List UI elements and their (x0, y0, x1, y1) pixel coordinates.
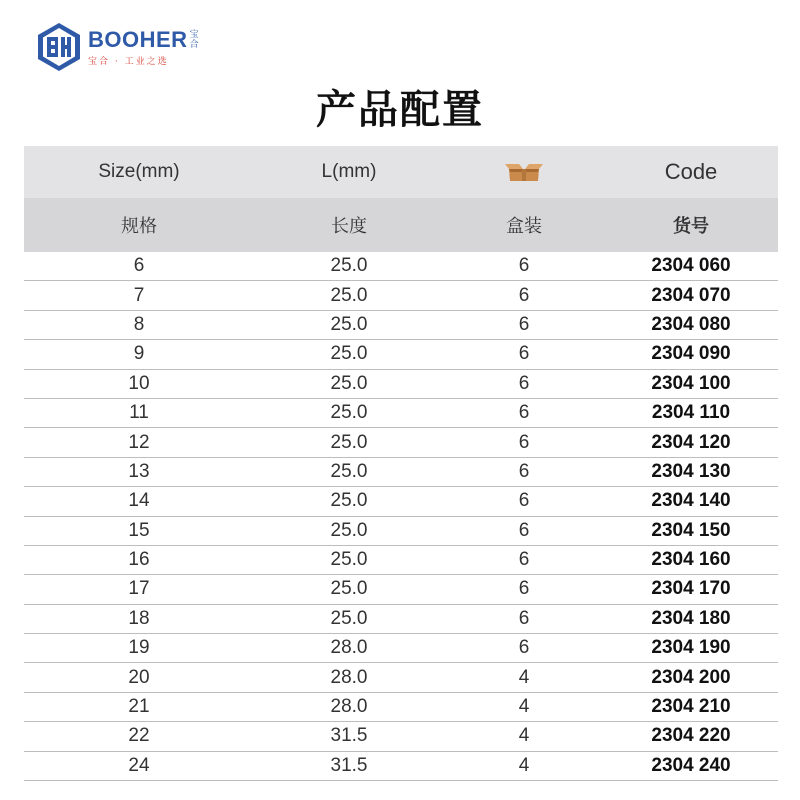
table-body (24, 252, 778, 781)
row-code: 2304 080 (651, 313, 731, 335)
row-code: 2304 150 (651, 519, 731, 541)
row-size: 15 (128, 519, 150, 541)
row-code: 2304 070 (651, 284, 731, 306)
row-box-qty: 6 (518, 431, 530, 453)
hexagon-bh-icon (36, 22, 82, 72)
table-row (24, 605, 778, 634)
row-length: 25.0 (330, 313, 368, 335)
brand-name-cn: 宝合 (189, 30, 199, 50)
row-box-qty: 6 (518, 313, 530, 335)
row-box-qty: 4 (518, 754, 530, 776)
brand-name: BOOHER (88, 27, 188, 52)
page-title: 产品配置 (316, 87, 484, 133)
row-length: 25.0 (330, 519, 368, 541)
brand-logo (36, 22, 200, 72)
row-length: 25.0 (330, 460, 368, 482)
table-row (24, 428, 778, 457)
spec-table (24, 146, 778, 781)
row-length: 31.5 (330, 754, 368, 776)
row-code: 2304 060 (651, 255, 731, 277)
table-row (24, 487, 778, 516)
table-row (24, 517, 778, 546)
table-row (24, 575, 778, 604)
row-size: 7 (133, 284, 145, 306)
row-size: 16 (128, 549, 150, 571)
row-box-qty: 6 (518, 549, 530, 571)
header-code-en: Code (664, 159, 718, 184)
header-size-en: Size(mm) (98, 161, 180, 182)
row-code: 2304 200 (651, 666, 731, 688)
row-code: 2304 170 (651, 578, 731, 600)
table-row (24, 458, 778, 487)
table-row (24, 370, 778, 399)
row-length: 28.0 (330, 637, 368, 659)
row-code: 2304 190 (651, 637, 731, 659)
header-length-cn: 长度 (331, 216, 367, 237)
row-box-qty: 6 (518, 402, 530, 424)
row-length: 25.0 (330, 431, 368, 453)
row-code: 2304 110 (651, 402, 731, 424)
row-box-qty: 6 (518, 607, 530, 629)
row-code: 2304 220 (651, 725, 731, 747)
row-size: 11 (129, 402, 149, 424)
row-code: 2304 240 (651, 754, 731, 776)
row-box-qty: 6 (518, 519, 530, 541)
row-size: 22 (128, 725, 150, 747)
row-length: 25.0 (330, 284, 368, 306)
row-length: 25.0 (330, 343, 368, 365)
row-length: 28.0 (330, 696, 368, 718)
header-box-en (444, 161, 604, 183)
table-row (24, 281, 778, 310)
row-code: 2304 210 (651, 696, 731, 718)
table-row (24, 693, 778, 722)
table-row (24, 399, 778, 428)
table-row (24, 311, 778, 340)
row-length: 28.0 (330, 666, 368, 688)
row-box-qty: 6 (518, 284, 530, 306)
row-box-qty: 6 (518, 343, 530, 365)
row-size: 12 (128, 431, 150, 453)
row-size: 21 (128, 696, 150, 718)
row-code: 2304 180 (651, 607, 731, 629)
table-row (24, 722, 778, 751)
row-code: 2304 130 (651, 460, 731, 482)
table-row (24, 546, 778, 575)
header-row-cn (24, 198, 778, 252)
header-length-en: L(mm) (321, 161, 377, 182)
row-size: 6 (133, 255, 145, 277)
row-length: 25.0 (330, 549, 368, 571)
table-row (24, 340, 778, 369)
row-size: 9 (133, 343, 145, 365)
row-size: 18 (128, 607, 150, 629)
row-length: 25.0 (330, 402, 368, 424)
header-row-en (24, 146, 778, 198)
header-size-cn: 规格 (121, 216, 157, 237)
row-box-qty: 6 (518, 460, 530, 482)
table-row (24, 752, 778, 781)
table-row (24, 252, 778, 281)
row-length: 25.0 (330, 372, 368, 394)
header-box-cn: 盒装 (506, 216, 542, 237)
row-size: 8 (133, 313, 145, 335)
row-box-qty: 6 (518, 372, 530, 394)
row-box-qty: 6 (518, 255, 530, 277)
row-box-qty: 6 (518, 490, 530, 512)
cardboard-box-icon (505, 161, 543, 183)
row-code: 2304 160 (651, 549, 731, 571)
row-box-qty: 4 (518, 696, 530, 718)
row-box-qty: 6 (518, 637, 530, 659)
row-size: 17 (128, 578, 150, 600)
row-size: 20 (128, 666, 150, 688)
row-box-qty: 4 (518, 725, 530, 747)
row-code: 2304 100 (651, 372, 731, 394)
row-size: 24 (128, 754, 150, 776)
row-box-qty: 4 (518, 666, 530, 688)
row-size: 10 (128, 372, 150, 394)
table-row (24, 634, 778, 663)
row-size: 19 (128, 637, 150, 659)
row-code: 2304 140 (651, 490, 731, 512)
row-length: 25.0 (330, 255, 368, 277)
row-box-qty: 6 (518, 578, 530, 600)
row-length: 25.0 (330, 578, 368, 600)
header-code-cn: 货号 (673, 216, 709, 237)
row-size: 14 (128, 490, 150, 512)
table-row (24, 663, 778, 692)
row-length: 25.0 (330, 490, 368, 512)
brand-slogan: 宝合 · 工业之选 (88, 57, 169, 67)
row-code: 2304 120 (651, 431, 731, 453)
row-code: 2304 090 (651, 343, 731, 365)
row-length: 31.5 (330, 725, 368, 747)
row-length: 25.0 (330, 607, 368, 629)
row-size: 13 (128, 460, 150, 482)
